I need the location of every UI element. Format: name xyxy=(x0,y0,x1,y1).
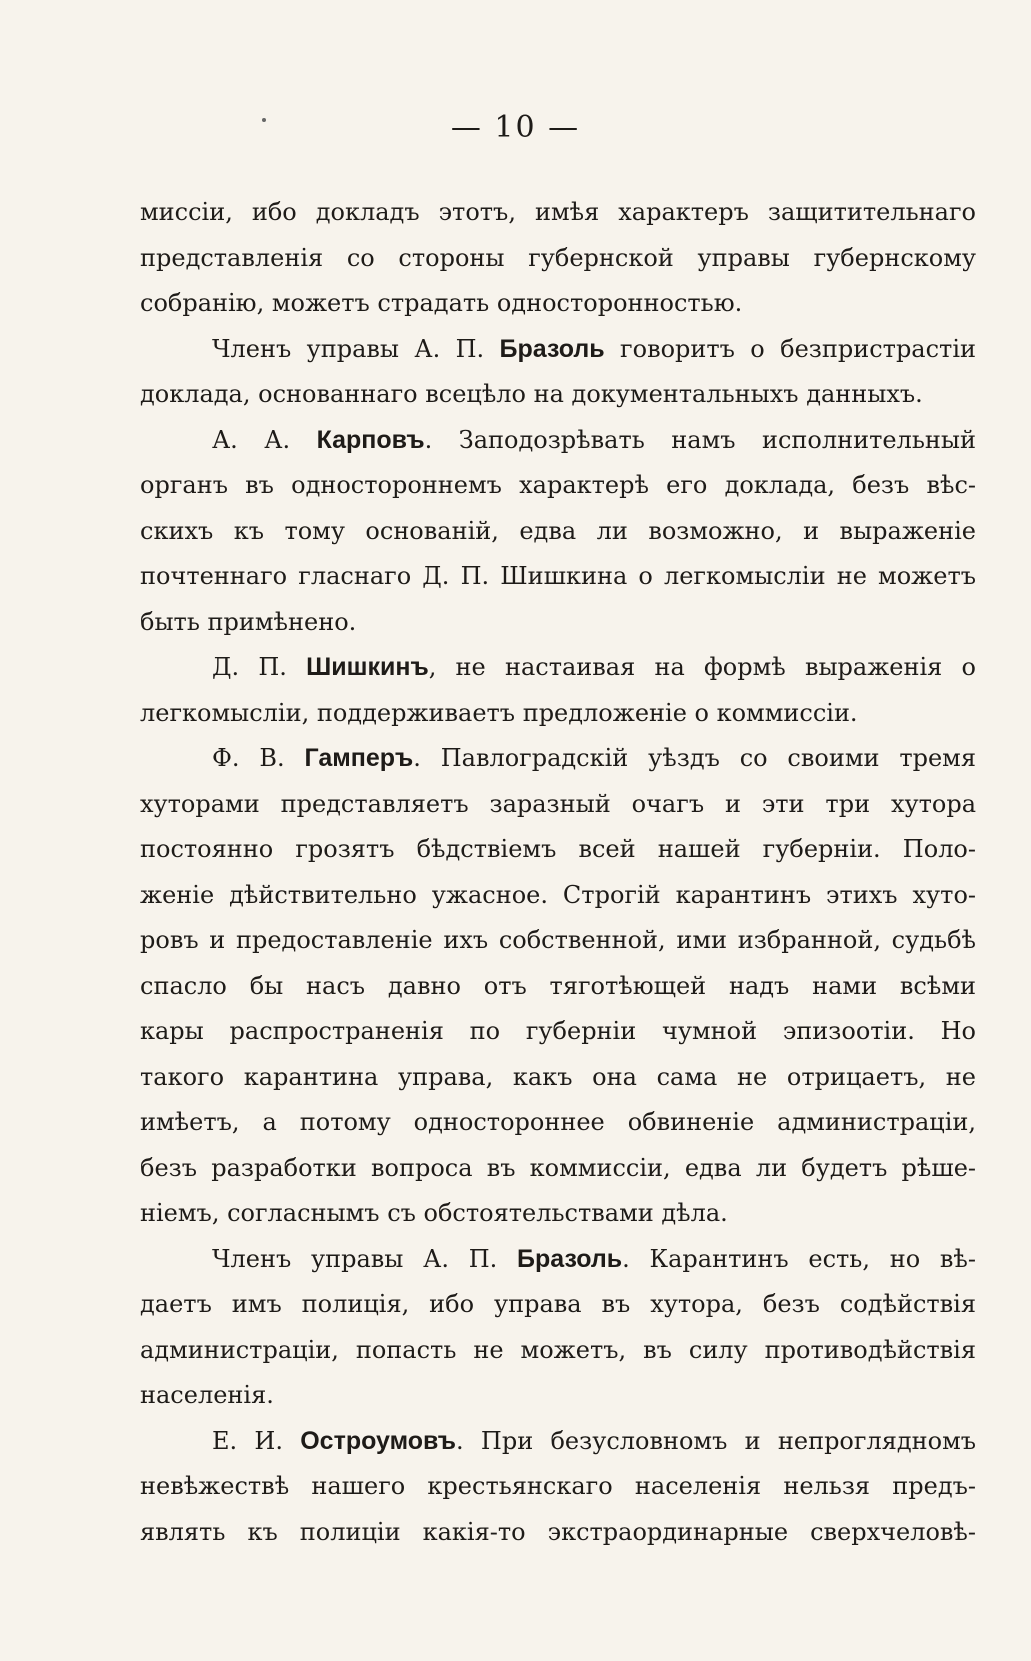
text-line: Членъ управы А. П. Бразоль. Карантинъ есть, но вѣ- xyxy=(212,1244,976,1273)
text-line: населенія. xyxy=(140,1381,274,1409)
text-line: спасло бы насъ давно отъ тяготѣющей надъ нами всѣми xyxy=(140,971,976,1000)
text-line: Ф. В. Гамперъ. Павлоградскій уѣздъ со своими тремя xyxy=(212,744,976,772)
text-line: хуторами представляетъ заразный очагъ и эти три хутора xyxy=(140,789,976,818)
text-line: кары распространенія по губерніи чумной эпизоотіи. Но xyxy=(140,1017,976,1045)
text-line: ніемъ, согласнымъ съ обстоятельствами дѣла. xyxy=(140,1199,728,1227)
text-line: легкомысліи, поддерживаетъ предложеніе о коммиссіи. xyxy=(140,698,858,727)
text-line: невѣжествѣ нашего крестьянскаго населенія нельзя предъ- xyxy=(140,1472,976,1500)
text-line: собранію, можетъ страдать односторонностью. xyxy=(140,289,743,317)
text-line: имѣетъ, а потому одностороннее обвиненіе администраціи, xyxy=(140,1108,976,1136)
speaker-name: Шишкинъ xyxy=(306,653,429,681)
text-line: представленія со стороны губернской управы губернскому xyxy=(140,243,976,272)
speaker-name: Карповъ xyxy=(316,425,425,454)
text-body xyxy=(140,190,976,1555)
text-line: почтеннаго гласнаго Д. П. Шишкина о легкомысліи не можетъ xyxy=(140,562,976,590)
text-line: быть примѣнено. xyxy=(140,607,357,636)
text-line: ровъ и предоставленіе ихъ собственной, ими избранной, судьбѣ xyxy=(140,926,976,954)
text-line: такого карантина управа, какъ она сама не отрицаетъ, не xyxy=(140,1062,976,1091)
text-line: доклада, основаннаго всецѣло на документальныхъ данныхъ. xyxy=(140,380,923,408)
text-line: женіе дѣйствительно ужасное. Строгій карантинъ этихъ хуто- xyxy=(140,880,976,909)
page-number: — 10 — xyxy=(450,110,581,145)
stray-ink-mark xyxy=(262,118,266,122)
speaker-name: Бразоль xyxy=(517,1244,623,1273)
text-line: администраціи, попасть не можетъ, въ силу противодѣйствія xyxy=(140,1335,976,1364)
text-line: скихъ къ тому основаній, едва ли возможно, и выраженіе xyxy=(140,516,976,545)
text-line: органъ въ одностороннемъ характерѣ его доклада, безъ вѣс- xyxy=(140,471,976,499)
speaker-name: Гамперъ xyxy=(304,744,414,772)
text-line: являть къ полиціи какія-то экстраординарные сверхчеловѣ- xyxy=(140,1517,976,1546)
text-line: Е. И. Остроумовъ. При безусловномъ и непроглядномъ xyxy=(212,1426,976,1455)
text-line: А. А. Карповъ. Заподозрѣвать намъ исполнительный xyxy=(212,425,976,454)
text-line: даетъ имъ полиція, ибо управа въ хутора, безъ содѣйствія xyxy=(140,1290,976,1318)
text-line: безъ разработки вопроса въ коммиссіи, едва ли будетъ рѣше- xyxy=(140,1153,976,1182)
speaker-name: Бразоль xyxy=(499,334,605,363)
text-line: Членъ управы А. П. Бразоль говоритъ о безпристрастіи xyxy=(212,334,976,363)
text-line: постоянно грозятъ бѣдствіемъ всей нашей губерніи. Поло- xyxy=(140,835,976,863)
text-line: миссіи, ибо докладъ этотъ, имѣя характеръ защитительнаго xyxy=(140,198,976,226)
speaker-name: Остроумовъ xyxy=(300,1426,457,1455)
text-line: Д. П. Шишкинъ, не настаивая на формѣ выраженія о xyxy=(212,653,976,681)
